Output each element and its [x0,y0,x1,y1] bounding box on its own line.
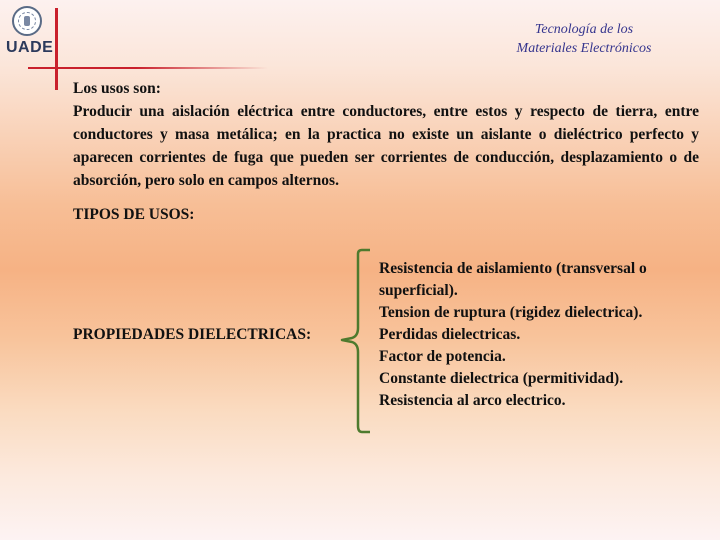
brace-path [342,250,370,432]
list-item: Perdidas dielectricas. [379,326,521,343]
tipos-heading: TIPOS DE USOS: [73,206,195,223]
horizontal-accent-line [28,67,268,69]
list-item: Resistencia al arco electrico. [379,392,566,409]
list-item: Factor de potencia. [379,348,506,365]
intro-heading: Los usos son: [73,80,161,97]
intro-paragraph: Producir una aislación eléctrica entre conductores, entre estos y respecto de tierra, entre conductores y masa metálica; en la practica no existe un aislante o dieléctrico perfecto y aparecen corrientes de fuga que pueden ser corrientes de conducción, desplazamiento o de absorción, pero solo en campos alternos. [73,103,699,189]
list-item: Constante dielectrica (permitividad). [379,370,624,387]
list-item: Resistencia de aislamiento (transversal o superficial). [379,260,647,299]
header-line-1: Tecnología de los [534,22,634,37]
vertical-accent-line [55,8,58,90]
slide-header [474,20,694,58]
uade-logo [4,4,52,60]
propiedades-list [379,258,699,412]
propiedades-label: PROPIEDADES DIELECTRICAS: [73,326,312,343]
header-line-2: Materiales Electrónicos [516,41,652,56]
intro-section [73,77,699,192]
curly-brace-icon [340,248,374,434]
list-item: Tension de ruptura (rigidez dielectrica). [379,304,643,321]
logo-text: UADE [6,39,54,56]
university-seal-icon [12,6,42,36]
